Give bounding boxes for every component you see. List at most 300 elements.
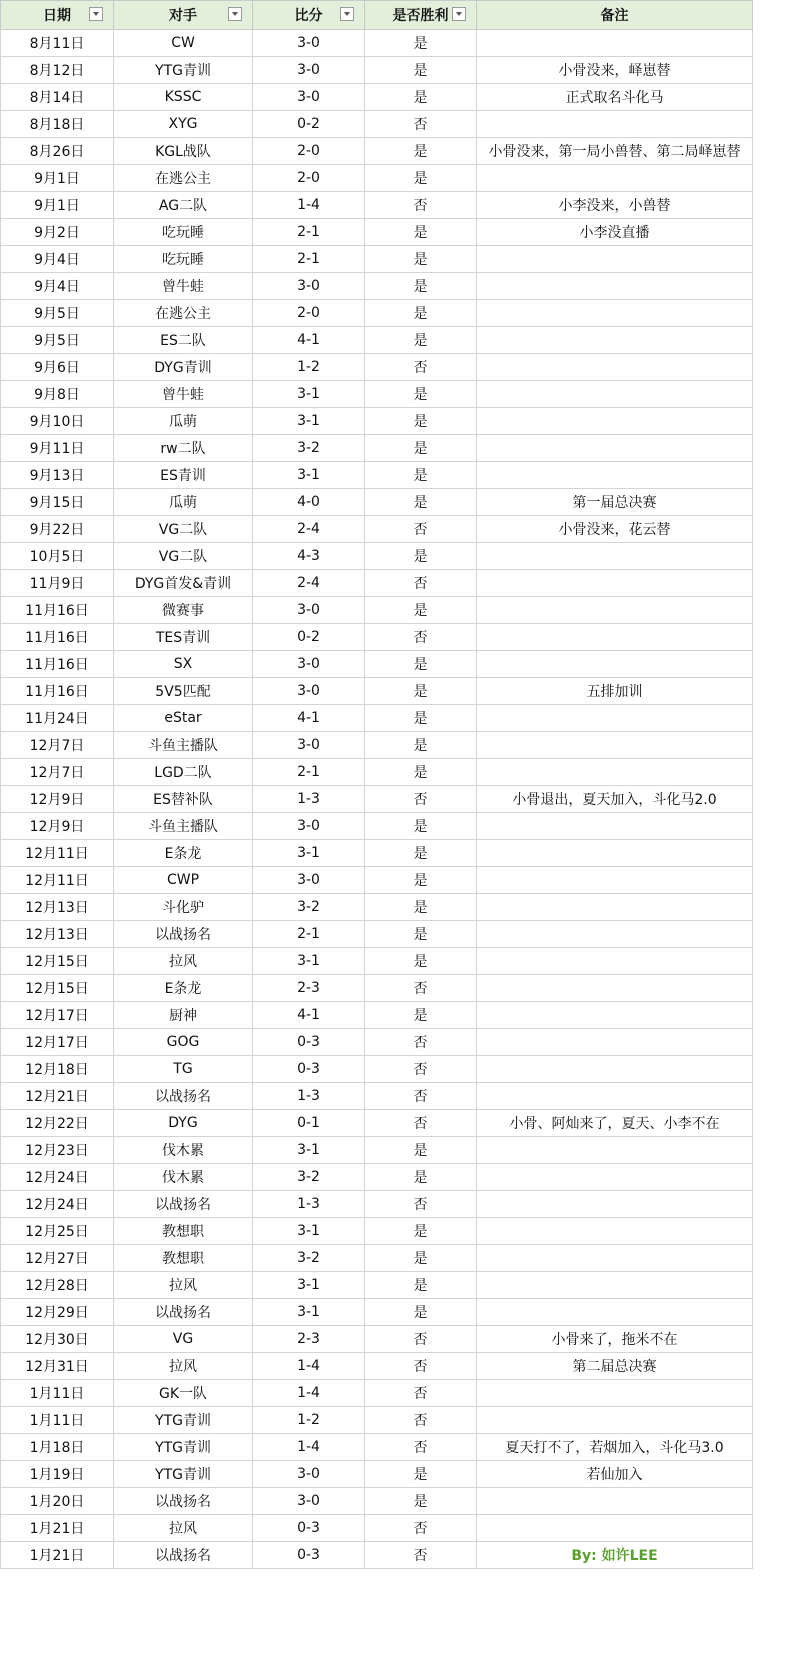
- win-cell[interactable]: 是: [365, 408, 477, 435]
- score-cell[interactable]: 3-2: [253, 435, 365, 462]
- score-cell[interactable]: 3-0: [253, 30, 365, 57]
- date-cell[interactable]: 8月14日: [1, 84, 114, 111]
- win-cell[interactable]: 否: [365, 111, 477, 138]
- date-cell[interactable]: 12月27日: [1, 1245, 114, 1272]
- opponent-cell[interactable]: TES青训: [114, 624, 253, 651]
- date-cell[interactable]: 11月16日: [1, 597, 114, 624]
- win-cell[interactable]: 是: [365, 1164, 477, 1191]
- win-cell[interactable]: 是: [365, 1218, 477, 1245]
- filter-dropdown-icon[interactable]: [340, 7, 354, 21]
- opponent-cell[interactable]: VG二队: [114, 516, 253, 543]
- win-cell[interactable]: 是: [365, 300, 477, 327]
- table-row: [1, 57, 753, 84]
- score-cell[interactable]: 2-0: [253, 138, 365, 165]
- opponent-cell[interactable]: 拉风: [114, 1353, 253, 1380]
- score-cell[interactable]: 2-0: [253, 165, 365, 192]
- win-cell[interactable]: 否: [365, 516, 477, 543]
- opponent-cell[interactable]: ES二队: [114, 327, 253, 354]
- date-cell[interactable]: 12月17日: [1, 1029, 114, 1056]
- win-cell[interactable]: 否: [365, 1326, 477, 1353]
- score-cell[interactable]: 1-2: [253, 1407, 365, 1434]
- opponent-cell[interactable]: 伐木累: [114, 1164, 253, 1191]
- win-cell[interactable]: 是: [365, 651, 477, 678]
- notes-cell[interactable]: 小骨、阿灿来了，夏天、小李不在: [477, 1110, 753, 1137]
- win-cell[interactable]: 否: [365, 354, 477, 381]
- notes-cell[interactable]: [477, 1515, 753, 1542]
- opponent-cell[interactable]: DYG首发&青训: [114, 570, 253, 597]
- win-cell[interactable]: 是: [365, 921, 477, 948]
- table-row: [1, 327, 753, 354]
- date-cell[interactable]: 11月16日: [1, 678, 114, 705]
- win-cell[interactable]: 是: [365, 813, 477, 840]
- win-cell[interactable]: 否: [365, 1542, 477, 1569]
- date-cell[interactable]: 8月26日: [1, 138, 114, 165]
- date-cell[interactable]: 12月9日: [1, 786, 114, 813]
- date-cell[interactable]: 9月10日: [1, 408, 114, 435]
- score-cell[interactable]: 3-0: [253, 84, 365, 111]
- opponent-cell[interactable]: 瓜萌: [114, 489, 253, 516]
- notes-cell[interactable]: [477, 327, 753, 354]
- opponent-cell[interactable]: 微赛事: [114, 597, 253, 624]
- table-row: [1, 1002, 753, 1029]
- opponent-cell[interactable]: 斗鱼主播队: [114, 813, 253, 840]
- score-cell[interactable]: 2-3: [253, 975, 365, 1002]
- opponent-cell[interactable]: 在逃公主: [114, 300, 253, 327]
- score-cell[interactable]: 4-0: [253, 489, 365, 516]
- date-cell[interactable]: 11月9日: [1, 570, 114, 597]
- score-cell[interactable]: 0-3: [253, 1542, 365, 1569]
- win-cell[interactable]: 是: [365, 381, 477, 408]
- win-cell[interactable]: 是: [365, 57, 477, 84]
- score-cell[interactable]: 2-1: [253, 246, 365, 273]
- win-cell[interactable]: 否: [365, 570, 477, 597]
- notes-cell[interactable]: 小骨没来，花云替: [477, 516, 753, 543]
- opponent-cell[interactable]: 曾牛蛙: [114, 381, 253, 408]
- date-cell[interactable]: 12月15日: [1, 948, 114, 975]
- date-cell[interactable]: 12月17日: [1, 1002, 114, 1029]
- score-cell[interactable]: 3-2: [253, 894, 365, 921]
- date-cell[interactable]: 12月18日: [1, 1056, 114, 1083]
- date-cell[interactable]: 9月15日: [1, 489, 114, 516]
- opponent-cell[interactable]: GK一队: [114, 1380, 253, 1407]
- author-credit[interactable]: By: 如许LEE: [477, 1542, 753, 1569]
- notes-cell[interactable]: [477, 1083, 753, 1110]
- score-cell[interactable]: 3-0: [253, 57, 365, 84]
- notes-cell[interactable]: 第二届总决赛: [477, 1353, 753, 1380]
- win-cell[interactable]: 否: [365, 624, 477, 651]
- date-cell[interactable]: 9月2日: [1, 219, 114, 246]
- score-cell[interactable]: 1-4: [253, 1353, 365, 1380]
- notes-cell[interactable]: 第一届总决赛: [477, 489, 753, 516]
- date-cell[interactable]: 1月18日: [1, 1434, 114, 1461]
- notes-cell[interactable]: [477, 543, 753, 570]
- notes-cell[interactable]: [477, 921, 753, 948]
- score-cell[interactable]: 2-1: [253, 759, 365, 786]
- score-cell[interactable]: 3-0: [253, 678, 365, 705]
- score-cell[interactable]: 3-0: [253, 273, 365, 300]
- date-cell[interactable]: 9月6日: [1, 354, 114, 381]
- score-cell[interactable]: 3-1: [253, 1137, 365, 1164]
- opponent-cell[interactable]: YTG青训: [114, 1434, 253, 1461]
- notes-cell[interactable]: [477, 759, 753, 786]
- notes-cell[interactable]: [477, 1407, 753, 1434]
- date-cell[interactable]: 12月23日: [1, 1137, 114, 1164]
- notes-cell[interactable]: 小骨没来，第一局小兽替、第二局峄崽替: [477, 138, 753, 165]
- header-row: [1, 1, 753, 30]
- date-cell[interactable]: 9月5日: [1, 327, 114, 354]
- opponent-cell[interactable]: 拉风: [114, 1515, 253, 1542]
- notes-cell[interactable]: [477, 462, 753, 489]
- opponent-cell[interactable]: 教想职: [114, 1218, 253, 1245]
- date-cell[interactable]: 12月22日: [1, 1110, 114, 1137]
- score-cell[interactable]: 4-1: [253, 705, 365, 732]
- opponent-cell[interactable]: SX: [114, 651, 253, 678]
- opponent-cell[interactable]: 曾牛蛙: [114, 273, 253, 300]
- opponent-cell[interactable]: 吃玩睡: [114, 219, 253, 246]
- score-cell[interactable]: 0-3: [253, 1515, 365, 1542]
- notes-cell[interactable]: [477, 867, 753, 894]
- notes-cell[interactable]: 小李没来，小兽替: [477, 192, 753, 219]
- score-cell[interactable]: 3-0: [253, 597, 365, 624]
- date-cell[interactable]: 1月19日: [1, 1461, 114, 1488]
- date-cell[interactable]: 9月1日: [1, 192, 114, 219]
- date-cell[interactable]: 12月30日: [1, 1326, 114, 1353]
- score-cell[interactable]: 0-3: [253, 1056, 365, 1083]
- score-cell[interactable]: 3-1: [253, 1272, 365, 1299]
- score-cell[interactable]: 3-1: [253, 1299, 365, 1326]
- score-cell[interactable]: 3-0: [253, 813, 365, 840]
- opponent-cell[interactable]: 以战扬名: [114, 1542, 253, 1569]
- date-cell[interactable]: 8月11日: [1, 30, 114, 57]
- date-cell[interactable]: 12月15日: [1, 975, 114, 1002]
- notes-cell[interactable]: [477, 651, 753, 678]
- notes-cell[interactable]: [477, 1272, 753, 1299]
- score-cell[interactable]: 3-1: [253, 408, 365, 435]
- opponent-cell[interactable]: 厨神: [114, 1002, 253, 1029]
- score-cell[interactable]: 4-3: [253, 543, 365, 570]
- notes-cell[interactable]: 五排加训: [477, 678, 753, 705]
- opponent-cell[interactable]: DYG: [114, 1110, 253, 1137]
- win-cell[interactable]: 否: [365, 1353, 477, 1380]
- opponent-cell[interactable]: 斗化驴: [114, 894, 253, 921]
- score-cell[interactable]: 2-3: [253, 1326, 365, 1353]
- opponent-cell[interactable]: KGL战队: [114, 138, 253, 165]
- score-cell[interactable]: 3-1: [253, 462, 365, 489]
- notes-cell[interactable]: [477, 570, 753, 597]
- win-cell[interactable]: 否: [365, 1110, 477, 1137]
- win-cell[interactable]: 是: [365, 1002, 477, 1029]
- notes-cell[interactable]: [477, 813, 753, 840]
- date-cell[interactable]: 12月11日: [1, 840, 114, 867]
- score-cell[interactable]: 3-0: [253, 651, 365, 678]
- table-row: [1, 1083, 753, 1110]
- score-cell[interactable]: 3-1: [253, 381, 365, 408]
- win-cell[interactable]: 是: [365, 462, 477, 489]
- opponent-cell[interactable]: XYG: [114, 111, 253, 138]
- win-cell[interactable]: 是: [365, 1272, 477, 1299]
- opponent-cell[interactable]: 拉风: [114, 948, 253, 975]
- win-cell[interactable]: 是: [365, 732, 477, 759]
- date-cell[interactable]: 9月5日: [1, 300, 114, 327]
- column-header-win: 是否胜利: [365, 1, 477, 30]
- notes-cell[interactable]: [477, 354, 753, 381]
- score-cell[interactable]: 3-2: [253, 1245, 365, 1272]
- date-cell[interactable]: 12月31日: [1, 1353, 114, 1380]
- date-cell[interactable]: 9月1日: [1, 165, 114, 192]
- notes-cell[interactable]: [477, 1137, 753, 1164]
- notes-cell[interactable]: 小骨没来，峄崽替: [477, 57, 753, 84]
- date-cell[interactable]: 1月21日: [1, 1515, 114, 1542]
- date-cell[interactable]: 12月28日: [1, 1272, 114, 1299]
- win-cell[interactable]: 是: [365, 138, 477, 165]
- win-cell[interactable]: 否: [365, 1434, 477, 1461]
- score-cell[interactable]: 2-1: [253, 921, 365, 948]
- notes-cell[interactable]: 小李没直播: [477, 219, 753, 246]
- score-cell[interactable]: 0-2: [253, 111, 365, 138]
- date-cell[interactable]: 9月22日: [1, 516, 114, 543]
- date-cell[interactable]: 1月11日: [1, 1380, 114, 1407]
- table-row: [1, 516, 753, 543]
- filter-dropdown-icon[interactable]: [452, 7, 466, 21]
- opponent-cell[interactable]: E条龙: [114, 975, 253, 1002]
- opponent-cell[interactable]: eStar: [114, 705, 253, 732]
- notes-cell[interactable]: [477, 246, 753, 273]
- score-cell[interactable]: 4-1: [253, 1002, 365, 1029]
- date-cell[interactable]: 11月24日: [1, 705, 114, 732]
- win-cell[interactable]: 是: [365, 1245, 477, 1272]
- score-cell[interactable]: 3-0: [253, 732, 365, 759]
- opponent-cell[interactable]: CW: [114, 30, 253, 57]
- opponent-cell[interactable]: 5V5匹配: [114, 678, 253, 705]
- date-cell[interactable]: 12月24日: [1, 1191, 114, 1218]
- notes-cell[interactable]: [477, 1164, 753, 1191]
- win-cell[interactable]: 是: [365, 597, 477, 624]
- opponent-cell[interactable]: VG二队: [114, 543, 253, 570]
- filter-dropdown-icon[interactable]: [89, 7, 103, 21]
- opponent-cell[interactable]: 瓜萌: [114, 408, 253, 435]
- win-cell[interactable]: 是: [365, 1488, 477, 1515]
- notes-cell[interactable]: [477, 894, 753, 921]
- notes-cell[interactable]: [477, 435, 753, 462]
- score-cell[interactable]: 0-2: [253, 624, 365, 651]
- opponent-cell[interactable]: LGD二队: [114, 759, 253, 786]
- opponent-cell[interactable]: rw二队: [114, 435, 253, 462]
- opponent-cell[interactable]: 以战扬名: [114, 921, 253, 948]
- win-cell[interactable]: 否: [365, 1515, 477, 1542]
- score-cell[interactable]: 1-4: [253, 1380, 365, 1407]
- notes-cell[interactable]: [477, 975, 753, 1002]
- opponent-cell[interactable]: 以战扬名: [114, 1488, 253, 1515]
- notes-cell[interactable]: 夏天打不了，若烟加入，斗化马3.0: [477, 1434, 753, 1461]
- opponent-cell[interactable]: 在逃公主: [114, 165, 253, 192]
- notes-cell[interactable]: [477, 840, 753, 867]
- notes-cell[interactable]: [477, 300, 753, 327]
- date-cell[interactable]: 12月21日: [1, 1083, 114, 1110]
- win-cell[interactable]: 否: [365, 1029, 477, 1056]
- win-cell[interactable]: 是: [365, 327, 477, 354]
- notes-cell[interactable]: [477, 1029, 753, 1056]
- win-cell[interactable]: 否: [365, 1407, 477, 1434]
- notes-cell[interactable]: 小骨退出，夏天加入，斗化马2.0: [477, 786, 753, 813]
- date-cell[interactable]: 9月13日: [1, 462, 114, 489]
- score-cell[interactable]: 1-4: [253, 192, 365, 219]
- date-cell[interactable]: 12月24日: [1, 1164, 114, 1191]
- notes-cell[interactable]: [477, 948, 753, 975]
- notes-cell[interactable]: [477, 732, 753, 759]
- opponent-cell[interactable]: CWP: [114, 867, 253, 894]
- notes-cell[interactable]: 正式取名斗化马: [477, 84, 753, 111]
- date-cell[interactable]: 8月12日: [1, 57, 114, 84]
- notes-cell[interactable]: [477, 1299, 753, 1326]
- opponent-cell[interactable]: TG: [114, 1056, 253, 1083]
- table-row: [1, 975, 753, 1002]
- win-cell[interactable]: 否: [365, 975, 477, 1002]
- score-cell[interactable]: 2-1: [253, 219, 365, 246]
- notes-cell[interactable]: [477, 30, 753, 57]
- notes-cell[interactable]: [477, 1191, 753, 1218]
- win-cell[interactable]: 是: [365, 678, 477, 705]
- win-cell[interactable]: 是: [365, 705, 477, 732]
- score-cell[interactable]: 3-0: [253, 1461, 365, 1488]
- date-cell[interactable]: 1月11日: [1, 1407, 114, 1434]
- win-cell[interactable]: 否: [365, 1056, 477, 1083]
- win-cell[interactable]: 是: [365, 867, 477, 894]
- opponent-cell[interactable]: ES青训: [114, 462, 253, 489]
- opponent-cell[interactable]: E条龙: [114, 840, 253, 867]
- score-cell[interactable]: 4-1: [253, 327, 365, 354]
- win-cell[interactable]: 是: [365, 759, 477, 786]
- date-cell[interactable]: 12月25日: [1, 1218, 114, 1245]
- opponent-cell[interactable]: DYG青训: [114, 354, 253, 381]
- score-cell[interactable]: 3-1: [253, 948, 365, 975]
- win-cell[interactable]: 是: [365, 435, 477, 462]
- notes-cell[interactable]: [477, 408, 753, 435]
- opponent-cell[interactable]: KSSC: [114, 84, 253, 111]
- opponent-cell[interactable]: VG: [114, 1326, 253, 1353]
- notes-cell[interactable]: [477, 1056, 753, 1083]
- win-cell[interactable]: 是: [365, 1461, 477, 1488]
- score-cell[interactable]: 0-3: [253, 1029, 365, 1056]
- date-cell[interactable]: 11月16日: [1, 624, 114, 651]
- score-cell[interactable]: 1-3: [253, 786, 365, 813]
- opponent-cell[interactable]: 以战扬名: [114, 1083, 253, 1110]
- date-cell[interactable]: 9月4日: [1, 273, 114, 300]
- notes-cell[interactable]: [477, 273, 753, 300]
- notes-cell[interactable]: 若仙加入: [477, 1461, 753, 1488]
- score-cell[interactable]: 0-1: [253, 1110, 365, 1137]
- score-cell[interactable]: 3-0: [253, 1488, 365, 1515]
- date-cell[interactable]: 9月4日: [1, 246, 114, 273]
- win-cell[interactable]: 否: [365, 1191, 477, 1218]
- date-cell[interactable]: 8月18日: [1, 111, 114, 138]
- win-cell[interactable]: 否: [365, 1380, 477, 1407]
- date-cell[interactable]: 12月13日: [1, 894, 114, 921]
- opponent-cell[interactable]: ES替补队: [114, 786, 253, 813]
- notes-cell[interactable]: 小骨来了，拖米不在: [477, 1326, 753, 1353]
- date-cell[interactable]: 12月9日: [1, 813, 114, 840]
- date-cell[interactable]: 12月13日: [1, 921, 114, 948]
- score-cell[interactable]: 2-4: [253, 516, 365, 543]
- score-cell[interactable]: 3-2: [253, 1164, 365, 1191]
- score-cell[interactable]: 3-0: [253, 867, 365, 894]
- win-cell[interactable]: 是: [365, 1137, 477, 1164]
- win-cell[interactable]: 否: [365, 786, 477, 813]
- opponent-cell[interactable]: 伐木累: [114, 1137, 253, 1164]
- notes-cell[interactable]: [477, 381, 753, 408]
- score-cell[interactable]: 1-3: [253, 1083, 365, 1110]
- opponent-cell[interactable]: GOG: [114, 1029, 253, 1056]
- win-cell[interactable]: 是: [365, 840, 477, 867]
- opponent-cell[interactable]: 以战扬名: [114, 1191, 253, 1218]
- notes-cell[interactable]: [477, 1380, 753, 1407]
- win-cell[interactable]: 是: [365, 489, 477, 516]
- notes-cell[interactable]: [477, 1245, 753, 1272]
- score-cell[interactable]: 1-4: [253, 1434, 365, 1461]
- win-cell[interactable]: 否: [365, 1083, 477, 1110]
- notes-cell[interactable]: [477, 111, 753, 138]
- opponent-cell[interactable]: 吃玩睡: [114, 246, 253, 273]
- date-cell[interactable]: 9月8日: [1, 381, 114, 408]
- table-row: [1, 408, 753, 435]
- opponent-cell[interactable]: 教想职: [114, 1245, 253, 1272]
- score-cell[interactable]: 1-2: [253, 354, 365, 381]
- win-cell[interactable]: 是: [365, 165, 477, 192]
- win-cell[interactable]: 是: [365, 219, 477, 246]
- win-cell[interactable]: 是: [365, 948, 477, 975]
- score-cell[interactable]: 1-3: [253, 1191, 365, 1218]
- date-cell[interactable]: 9月11日: [1, 435, 114, 462]
- table-row: [1, 30, 753, 57]
- date-cell[interactable]: 12月7日: [1, 732, 114, 759]
- win-cell[interactable]: 是: [365, 1299, 477, 1326]
- date-cell[interactable]: 1月21日: [1, 1542, 114, 1569]
- notes-cell[interactable]: [477, 1002, 753, 1029]
- notes-cell[interactable]: [477, 1218, 753, 1245]
- table-row: [1, 84, 753, 111]
- opponent-cell[interactable]: YTG青训: [114, 57, 253, 84]
- opponent-cell[interactable]: 斗鱼主播队: [114, 732, 253, 759]
- notes-cell[interactable]: [477, 1488, 753, 1515]
- score-cell[interactable]: 3-1: [253, 840, 365, 867]
- win-cell[interactable]: 否: [365, 192, 477, 219]
- date-cell[interactable]: 11月16日: [1, 651, 114, 678]
- notes-cell[interactable]: [477, 624, 753, 651]
- notes-cell[interactable]: [477, 597, 753, 624]
- win-cell[interactable]: 是: [365, 543, 477, 570]
- notes-cell[interactable]: [477, 165, 753, 192]
- opponent-cell[interactable]: YTG青训: [114, 1407, 253, 1434]
- opponent-cell[interactable]: 以战扬名: [114, 1299, 253, 1326]
- score-cell[interactable]: 2-0: [253, 300, 365, 327]
- opponent-cell[interactable]: YTG青训: [114, 1461, 253, 1488]
- win-cell[interactable]: 是: [365, 30, 477, 57]
- win-cell[interactable]: 是: [365, 246, 477, 273]
- date-cell[interactable]: 10月5日: [1, 543, 114, 570]
- score-cell[interactable]: 2-4: [253, 570, 365, 597]
- date-cell[interactable]: 12月29日: [1, 1299, 114, 1326]
- score-cell[interactable]: 3-1: [253, 1218, 365, 1245]
- opponent-cell[interactable]: AG二队: [114, 192, 253, 219]
- opponent-cell[interactable]: 拉风: [114, 1272, 253, 1299]
- filter-dropdown-icon[interactable]: [228, 7, 242, 21]
- notes-cell[interactable]: [477, 705, 753, 732]
- date-cell[interactable]: 12月7日: [1, 759, 114, 786]
- win-cell[interactable]: 是: [365, 894, 477, 921]
- win-cell[interactable]: 是: [365, 84, 477, 111]
- date-cell[interactable]: 1月20日: [1, 1488, 114, 1515]
- win-cell[interactable]: 是: [365, 273, 477, 300]
- date-cell[interactable]: 12月11日: [1, 867, 114, 894]
